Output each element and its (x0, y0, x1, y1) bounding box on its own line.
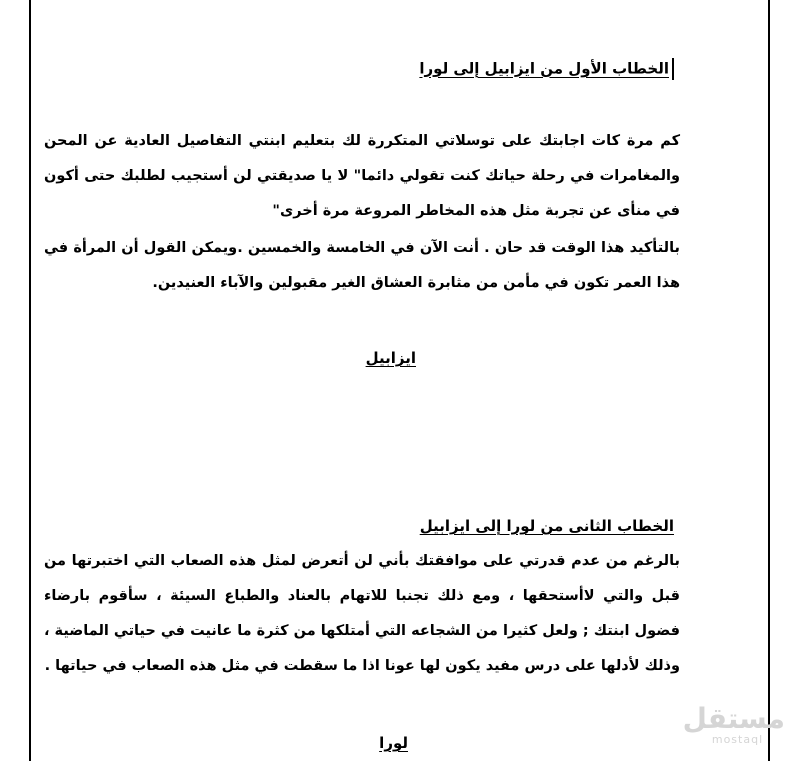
letter-1-paragraph-1: كم مرة كات اجابتك على توسلاتي المتكررة لك بتعليم ابنتي التفاصيل العادية عن المحن والمغامرات في رحلة حياتك كنت تقولي دائما" لا يا صديقتي لن أستجيب لطلبك حتى أكون في منأى عن تجربة مثل هذه المخاطر المروعة مرة أخرى" (44, 133, 680, 219)
letter-1-heading-text: الخطاب الأول من ايزابيل إلى لورا (419, 59, 669, 78)
letter-2-signature: لورا (379, 734, 408, 752)
watermark-arabic-text: مستقل (682, 702, 785, 735)
mostaql-watermark-logo (682, 702, 785, 754)
watermark-latin-text: mostaql (711, 733, 764, 746)
letter-1-signature: ايزابيل (365, 349, 416, 367)
letter-1-heading (419, 58, 674, 80)
page-border-right (768, 0, 770, 761)
letter-1-paragraph-2: بالتأكيد هذا الوقت قد حان . أنت الآن في الخامسة والخمسين .ويمكن القول أن المرأة في هذا العمر تكون في مأمن من مثابرة العشاق الغير مقبولين والآباء العنيدين. (44, 240, 680, 291)
letter-2-heading: الخطاب الثانى من لورا إلى ايزابيل (419, 517, 674, 535)
letter-2-paragraph-1: بالرغم من عدم قدرتي على موافقتك بأني لن أتعرض لمثل هذه الصعاب التي اختبرتها من قبل والتي لاأستحقها ، ومع ذلك تجنبا للاتهام بالعناد والطباع السيئة ، سأقوم بارضاء فضول ابنتك ; ولعل كثيرا من الشجاعه التي أمتلكها من كثرة ما عانيت في حياتي الماضية ، وذلك لأدلها على درس مفيد يكون لها عونا اذا ما سقطت في مثل هذه الصعاب في حياتها . (44, 553, 680, 674)
document-page (40, 0, 680, 761)
page-border-left (29, 0, 31, 761)
text-cursor (672, 58, 674, 80)
